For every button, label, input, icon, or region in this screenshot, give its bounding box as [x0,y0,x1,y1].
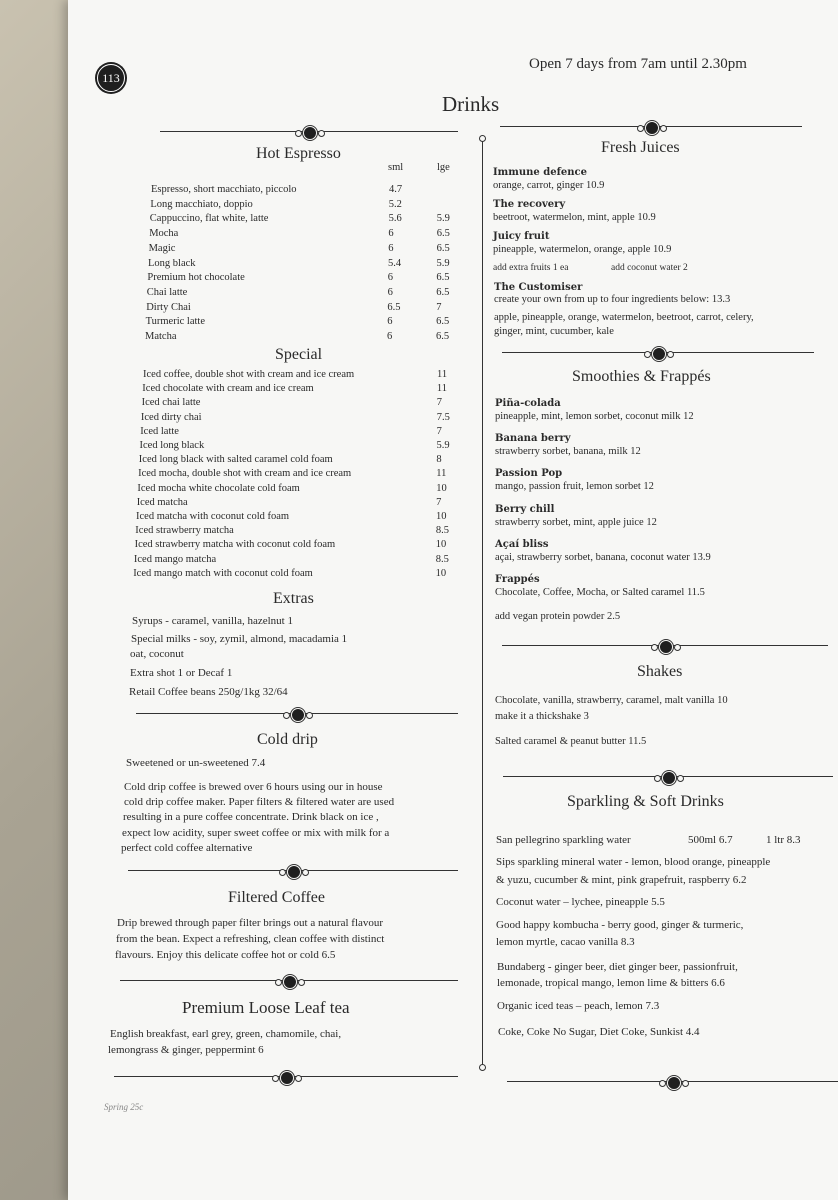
sparkling-pellegrino-large: 1 ltr 8.3 [766,834,801,846]
sparkling-bundaberg-cont: lemonade, tropical mango, lemon lime & bitters 6.6 [497,977,725,989]
special-item-name: Iced matcha with coconut cold foam [136,511,290,522]
espresso-item-name: Dirty Chai [146,301,191,313]
divider [502,641,828,651]
espresso-item-name: Turmeric latte [145,316,205,328]
smoothie-desc: mango, passion fruit, lemon sorbet 12 [495,481,654,493]
special-item-name: Iced coffee, double shot with cream and ice cream [143,369,355,380]
juice-desc: pineapple, watermelon, orange, apple 10.9 [493,244,672,255]
juice-desc: create your own from up to four ingredients below: 13.3 [494,294,731,305]
special-item-price: 7 [436,397,443,409]
smoothie-desc: açai, strawberry sorbet, banana, coconut water 13.9 [495,551,711,563]
filtered-desc: from the bean. Expect a refreshing, clean coffee with distinct [116,933,385,945]
menu-title: Drinks [442,92,500,116]
sparkling-title: Sparkling & Soft Drinks [567,793,724,810]
special-item-price: 10 [436,511,447,522]
cold-drip-options: Sweetened or un-sweetened 7.4 [126,757,266,769]
divider [136,709,458,719]
sparkling-pellegrino-small: 500ml 6.7 [688,834,733,846]
special-item-price: 7 [436,496,442,508]
filtered-coffee-title: Filtered Coffee [228,889,326,906]
column-separator [482,138,483,1068]
espresso-item-small-price: 6 [388,228,394,240]
special-title: Special [275,346,323,363]
espresso-item-name: Espresso, short macchiato, piccolo [151,184,297,195]
juice-name: The Customiser [494,282,583,293]
juice-name: The recovery [493,199,566,210]
smoothie-name: Berry chill [495,503,555,515]
fresh-juices-title: Fresh Juices [601,139,680,156]
special-item-price: 5.9 [436,440,450,451]
espresso-item-name: Magic [148,242,176,254]
divider [114,1072,458,1082]
juice-desc: apple, pineapple, orange, watermelon, beetroot, carrot, celery, [494,312,754,323]
special-item-name: Iced matcha [136,496,188,508]
special-item-price: 10 [435,539,447,551]
espresso-item-name: Long macchiato, doppio [150,198,253,210]
espresso-item-small-price: 6 [388,242,394,254]
extras-milks-cont: oat, coconut [130,648,184,660]
extras-title: Extras [273,590,314,607]
special-item-name: Iced strawberry matcha with coconut cold foam [134,539,336,551]
espresso-item-small-price: 5.4 [388,257,402,269]
smoothie-name: Passion Pop [495,468,563,480]
special-item-name: Iced mango match with coconut cold foam [133,567,313,579]
special-item-price: 8.5 [435,525,450,537]
page-number-badge: 113 [95,62,127,94]
sparkling-pellegrino: San pellegrino sparkling water [496,834,631,846]
special-item-price: 8.5 [435,553,449,565]
cold-drip-desc: Cold drip coffee is brewed over 6 hours using our in house [124,781,383,793]
cold-drip-desc: expect low acidity, super sweet coffee or mix with milk for a [122,827,390,839]
espresso-item-name: Chai latte [146,286,188,298]
espresso-item-large-price: 6.5 [436,286,450,298]
sparkling-kombucha-cont: lemon myrtle, cacao vanilla 8.3 [496,936,635,948]
special-item-name: Iced mocha, double shot with cream and ice cream [138,468,352,480]
special-item-price: 8 [436,454,442,466]
espresso-item-small-price: 6 [387,331,393,342]
shakes-line: make it a thickshake 3 [495,711,589,722]
cold-drip-desc: resulting in a pure coffee concentrate. Drink black on ice , [123,811,379,823]
special-item-price: 10 [435,567,447,579]
tea-desc: English breakfast, earl grey, green, chamomile, chai, [110,1028,342,1040]
special-item-price: 11 [437,369,448,380]
cold-drip-desc: cold drip coffee maker. Paper filters & filtered water are used [124,796,395,808]
espresso-item-name: Cappuccino, flat white, latte [149,213,269,225]
sparkling-sips-cont: & yuzu, cucumber & mint, pink grapefruit, raspberry 6.2 [496,874,747,886]
espresso-item-large-price: 6.5 [436,272,450,284]
special-item-price: 10 [436,482,447,494]
filtered-desc: Drip brewed through paper filter brings out a natural flavour [117,917,384,929]
espresso-item-name: Long black [148,257,196,269]
sparkling-coke: Coke, Coke No Sugar, Diet Coke, Sunkist 4.4 [498,1026,700,1038]
juice-desc: orange, carrot, ginger 10.9 [493,180,605,191]
special-item-name: Iced latte [140,425,179,437]
espresso-item-large-price: 6.5 [436,242,450,254]
espresso-item-small-price: 6 [387,272,394,284]
tea-title: Premium Loose Leaf tea [182,998,350,1017]
sparkling-bundaberg: Bundaberg - ginger beer, diet ginger beer, passionfruit, [497,961,738,973]
smoothies-title: Smoothies & Frappés [572,368,711,385]
smoothie-name: Piña-colada [495,398,561,409]
menu-version: Spring 25c [104,1102,144,1112]
extras-shot: Extra shot 1 or Decaf 1 [130,667,233,679]
juice-name: Immune defence [493,167,587,178]
espresso-item-small-price: 6 [387,316,393,328]
espresso-item-small-price: 6 [387,286,393,298]
smoothie-desc: strawberry sorbet, banana, milk 12 [495,446,641,458]
special-item-price: 11 [436,383,448,395]
opening-hours: Open 7 days from 7am until 2.30pm [529,56,747,72]
special-item-name: Iced mango matcha [133,553,217,565]
special-item-name: Iced chocolate with cream and ice cream [142,383,314,395]
menu-sheet [68,0,838,1200]
juice-add-extra: add extra fruits 1 ea [493,263,569,273]
special-item-price: 7.5 [436,411,450,423]
divider [503,772,833,782]
smoothie-vegan-addon: add vegan protein powder 2.5 [495,611,621,622]
espresso-item-small-price: 5.2 [388,198,402,210]
espresso-item-large-price: 6.5 [436,331,450,342]
juice-add-coconut: add coconut water 2 [611,263,688,273]
espresso-item-small-price: 6.5 [387,301,401,313]
sparkling-coconut: Coconut water – lychee, pineapple 5.5 [496,896,665,908]
juice-name: Juicy fruit [493,231,550,242]
special-item-price: 7 [436,425,442,437]
espresso-item-name: Mocha [149,228,179,240]
divider [502,348,814,358]
divider [120,976,458,986]
special-item-name: Iced mocha white chocolate cold foam [137,482,300,494]
filtered-desc: flavours. Enjoy this delicate coffee hot or cold 6.5 [115,949,336,961]
divider [507,1077,838,1087]
divider [128,866,458,876]
shakes-title: Shakes [637,663,683,680]
espresso-item-small-price: 4.7 [389,184,403,195]
col-header-small: sml [388,162,404,173]
espresso-item-name: Matcha [145,331,177,342]
special-item-price: 11 [436,468,447,480]
smoothie-desc: Chocolate, Coffee, Mocha, or Salted caramel 11.5 [495,587,705,598]
cold-drip-title: Cold drip [257,731,318,748]
smoothie-desc: strawberry sorbet, mint, apple juice 12 [495,516,657,528]
espresso-item-large-price: 7 [436,301,442,313]
special-item-name: Iced strawberry matcha [135,525,234,537]
special-item-name: Iced chai latte [141,397,201,409]
special-item-name: Iced long black with salted caramel cold foam [138,454,333,466]
sparkling-iced-teas: Organic iced teas – peach, lemon 7.3 [497,1000,660,1012]
divider [160,127,458,137]
tea-desc: lemongrass & ginger, peppermint 6 [108,1044,264,1056]
hot-espresso-title: Hot Espresso [256,145,341,162]
divider [500,122,802,132]
espresso-item-large-price: 5.9 [436,213,450,225]
espresso-item-small-price: 5.6 [388,213,402,225]
smoothie-name: Frappés [495,574,540,585]
extras-milks: Special milks - soy, zymil, almond, macadamia 1 [131,633,348,645]
smoothie-name: Açaí bliss [495,538,549,550]
smoothie-name: Banana berry [495,433,571,445]
smoothie-desc: pineapple, mint, lemon sorbet, coconut milk 12 [495,411,694,422]
special-item-name: Iced dirty chai [140,411,202,423]
shakes-line: Chocolate, vanilla, strawberry, caramel, malt vanilla 10 [495,695,728,706]
separator-end-dot [479,135,486,142]
juice-desc: beetroot, watermelon, mint, apple 10.9 [493,212,656,223]
espresso-item-large-price: 6.5 [436,316,450,328]
separator-end-dot [479,1064,486,1071]
shakes-line: Salted caramel & peanut butter 11.5 [495,736,647,747]
espresso-item-large-price: 6.5 [436,228,450,240]
espresso-item-large-price: 5.9 [436,257,450,269]
col-header-large: lge [437,162,450,173]
espresso-item-name: Premium hot chocolate [147,272,245,284]
special-item-name: Iced long black [139,440,205,451]
extras-syrups: Syrups - caramel, vanilla, hazelnut 1 [132,615,293,627]
sparkling-sips: Sips sparkling mineral water - lemon, blood orange, pineapple [496,856,771,868]
juice-desc: ginger, mint, cucumber, kale [494,326,614,337]
extras-beans: Retail Coffee beans 250g/1kg 32/64 [129,686,288,698]
cold-drip-desc: perfect cold coffee alternative [121,842,253,854]
sparkling-kombucha: Good happy kombucha - berry good, ginger & turmeric, [496,919,744,931]
